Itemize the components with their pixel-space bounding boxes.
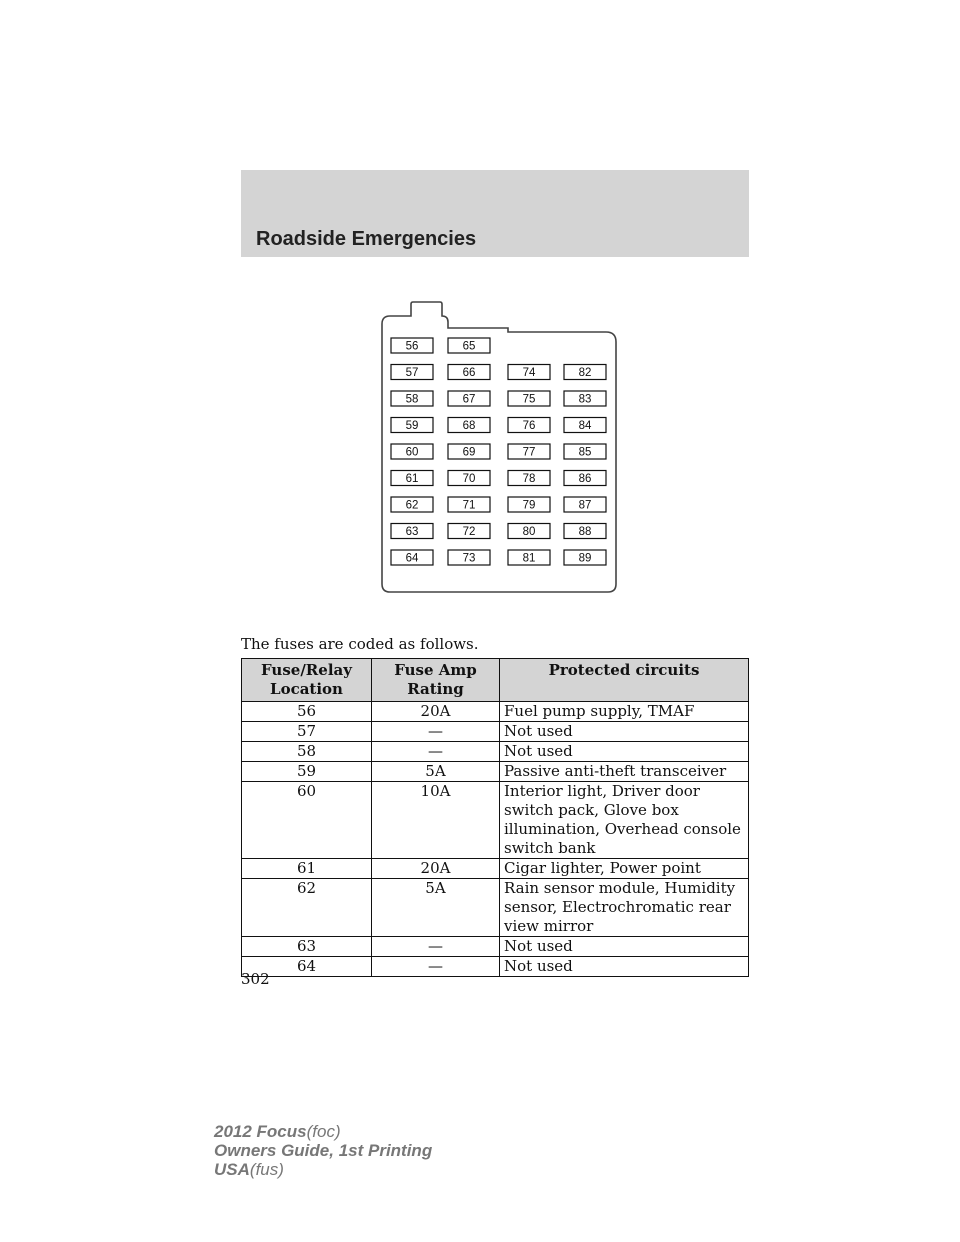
table-row [242,859,749,879]
cell-protected-circuits: Interior light, Driver door switch pack, Glove box illumination, Overhead console switch bank [500,782,749,859]
cell-location: 60 [242,782,372,859]
fuse-slot-label: 56 [405,340,419,353]
fuse-slot-label: 59 [405,420,419,432]
fuse-slot-label: 83 [578,393,592,406]
page-number: 302 [241,970,270,988]
cell-location: 63 [242,937,372,957]
fuse-slot-label: 67 [462,393,476,406]
column-header-amp-rating: Fuse Amp Rating [372,659,500,702]
cell-amp-rating: — [372,937,500,957]
fuse-slot-label: 72 [462,526,476,538]
column-header-protected-circuits: Protected circuits [500,659,749,702]
table-row [242,762,749,782]
footer-line-model: 2012 Focus(foc) [214,1122,341,1141]
table-row [242,782,749,859]
fuse-slot-label: 80 [522,526,536,538]
cell-protected-circuits: Passive anti-theft transceiver [500,762,749,782]
fuse-slot-label: 64 [405,552,419,565]
fuse-panel-diagram [378,300,620,596]
cell-protected-circuits: Cigar lighter, Power point [500,859,749,879]
cell-protected-circuits: Rain sensor module, Humidity sensor, Electrochromatic rear view mirror [500,879,749,937]
fuse-slot-label: 70 [462,473,476,485]
cell-amp-rating: 5A [372,879,500,937]
cell-location: 62 [242,879,372,937]
table-row [242,742,749,762]
cell-protected-circuits: Not used [500,957,749,977]
footer-line-market: USA(fus) [214,1160,284,1179]
column-header-location: Fuse/Relay Location [242,659,372,702]
fuse-table [241,658,749,977]
fuse-slot-label: 78 [522,473,536,485]
cell-amp-rating: 10A [372,782,500,859]
fuse-slot-label: 88 [578,526,592,538]
section-header [241,170,749,257]
cell-location: 57 [242,722,372,742]
cell-amp-rating: 20A [372,702,500,722]
fuse-slot-label: 69 [462,446,476,459]
table-row [242,722,749,742]
fuse-slot-label: 62 [405,499,419,512]
cell-amp-rating: — [372,742,500,762]
document-footer [214,1122,432,1179]
cell-amp-rating: — [372,957,500,977]
fuse-slot-label: 76 [522,420,536,432]
fuse-slot-label: 89 [578,552,592,565]
intro-text: The fuses are coded as follows. [241,635,479,653]
cell-amp-rating: 5A [372,762,500,782]
fuse-slot-label: 57 [405,367,419,379]
fuse-slot-label: 86 [578,473,592,485]
fuse-slot-label: 75 [522,393,536,406]
fuse-slot-label: 84 [578,420,592,432]
cell-location: 56 [242,702,372,722]
cell-protected-circuits: Not used [500,937,749,957]
cell-location: 59 [242,762,372,782]
cell-protected-circuits: Fuel pump supply, TMAF [500,702,749,722]
cell-amp-rating: — [372,722,500,742]
fuse-slot-label: 82 [578,367,592,379]
table-row [242,957,749,977]
fuse-slot-label: 87 [578,499,592,512]
fuse-slot-label: 71 [462,499,476,512]
fuse-slot-label: 79 [522,499,536,512]
fuse-slot-label: 60 [405,446,419,459]
fuse-slot-label: 58 [405,393,419,406]
table-header-row [242,659,749,702]
fuse-slot-label: 63 [405,526,419,538]
fuse-slot-label: 68 [462,420,476,432]
cell-location: 61 [242,859,372,879]
footer-line-guide: Owners Guide, 1st Printing [214,1141,433,1160]
fuse-slot-label: 85 [578,446,592,459]
fuse-slot-label: 65 [462,340,476,353]
fuse-slot-label: 66 [462,367,476,379]
fuse-slot-label: 61 [405,473,419,485]
fuse-slot-label: 77 [522,446,536,459]
table-row [242,937,749,957]
cell-amp-rating: 20A [372,859,500,879]
cell-protected-circuits: Not used [500,742,749,762]
table-row [242,879,749,937]
table-row [242,702,749,722]
fuse-slot-label: 73 [462,552,476,565]
section-title: Roadside Emergencies [256,228,477,250]
cell-location: 64 [242,957,372,977]
cell-location: 58 [242,742,372,762]
cell-protected-circuits: Not used [500,722,749,742]
fuse-slot-label: 81 [522,552,536,565]
fuse-slot-label: 74 [522,367,536,379]
